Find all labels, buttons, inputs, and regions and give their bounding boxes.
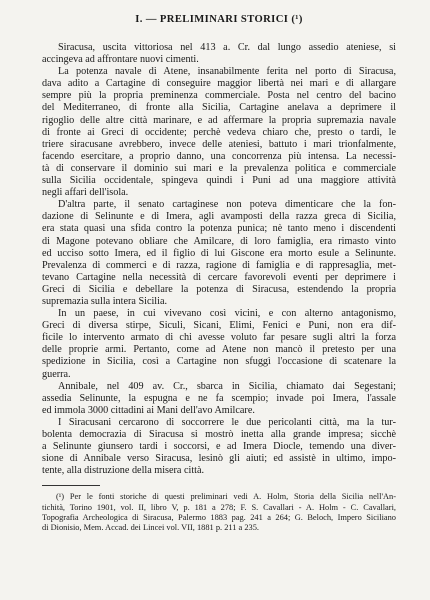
text-line: D'altra parte, il senato cartaginese non poteva dimenticare che la fon-: [58, 199, 396, 211]
text-line: supremazia sulla intera Sicilia.: [42, 295, 168, 307]
footnote: [42, 492, 396, 533]
text-line: tente, alla distruzione della misera città.: [42, 465, 205, 477]
text-line: Greci di diversa stirpe, Siculi, Sicani, Elimi, Fenici e Puni, non era dif-: [42, 320, 396, 332]
text-line: Greci di Sicilia e debellare la potenza di Siracusa, estendendo la propria: [42, 283, 396, 295]
footnote-text: [42, 492, 396, 533]
text-line: spedizione in Sicilia, così a Cartagine non sfuggì l'occasione di scatenare la: [42, 356, 396, 368]
text-line: di fronte ai Greci di occidente; perchè vedeva chiaro che, presto o tardi, le: [42, 126, 396, 138]
text-line: sulla Sicilia occidentale, spingeva quindi i Puni ad una maggiore attività: [42, 175, 396, 187]
text-line: Prevalenza di commerci e di razza, ragione di famiglia e di rappresaglia, met-: [42, 259, 396, 271]
text-line: del Mediterraneo, di fronte alla Sicilia, Cartagine anelava a deprimere il: [42, 102, 396, 114]
text-line: a Selinunte giunsero tardi i soccorsi, e ad Imera Diocle, temendo una diver-: [42, 441, 396, 453]
text-line: accingeva ad affrontare nuovi cimenti.: [42, 54, 199, 66]
text-line: assedia Selinunte, la espugna e ne fa scempio; invade poi Imera, l'assale: [42, 392, 396, 404]
text-line: sempre più la propria preminenza commerciale. Posta nel centro del bacino: [42, 90, 396, 102]
text-line: di Magone potevano obliare che Amilcare, di loro famiglia, era rimasto vinto: [42, 235, 396, 247]
footnote-separator: [42, 485, 100, 486]
text-line: rigoglio delle altre città marinare, e ad affermare la propria supremazia navale: [42, 114, 396, 126]
text-line: dava adito a Cartagine di conseguire maggior libertà nei mari e di allargare: [42, 78, 396, 90]
footnote-line: tichità, Torino 1901, vol. II, libro V, p. 181 a 278; F. S. Cavallari - A. Holm - C. Cavallari,: [42, 502, 396, 512]
text-line: guerra.: [42, 368, 71, 380]
text-line: bolenta democrazia di Siracusa si mostrò inetta alla grande impresa; sicchè: [42, 429, 396, 440]
text-line: Siracusa, uscita vittoriosa nel 413 a. Cr. dal lungo assedio ateniese, si: [58, 42, 396, 53]
text-line: era stata quasi una sfida contro la potenza punica; nè tanto meno i discendenti: [42, 223, 396, 235]
text-line: In un paese, in cui vivevano così vicini, e con alterno antagonismo,: [58, 308, 396, 320]
footnote-line: Topografia Archeologica di Siracusa, Palermo 1883 pag. 241 a 264; G. Beloch, Impero Siciliano: [42, 512, 396, 522]
text-line: negli affari dell'isola.: [42, 187, 129, 199]
text-line: tevano Cartagine nella necessità di cercare favorevoli eventi per deprimere i: [42, 271, 396, 283]
text-line: triere siracusane avrebbero, invece delle ateniesi, battuto i mari trionfalmente,: [42, 138, 396, 150]
text-line: La potenza navale di Atene, insanabilmente ferita nel porto di Siracusa,: [58, 66, 396, 78]
text-line: sione di Annibale verso Siracusa, lesinò gli aiuti; ed assistè in ultimo, impo-: [42, 453, 396, 465]
footnote-line: (¹) Per le fonti storiche di questi preliminari vedi A. Holm, Storia della Sicilia nell'An-: [56, 492, 396, 502]
text-line: facendo esercitare, a proprio danno, una concorrenza più intensa. La necessi-: [42, 150, 396, 162]
paragraph: [42, 42, 396, 66]
text-line: delle proprie armi. Pertanto, come ad Atene non mancò il pretesto per una: [42, 344, 396, 356]
text-line: tà di conservare il dominio sui mari e la prevalenza politica e commerciale: [42, 162, 396, 174]
text-line: Annibale, nel 409 av. Cr., sbarca in Sicilia, chiamato dai Segestani;: [58, 380, 396, 392]
chapter-title: I. — PRELIMINARI STORICI (¹): [135, 14, 303, 25]
paragraph: [42, 308, 396, 381]
text-line: ed immola 3000 cittadini ai Mani dell'avo Amilcare.: [42, 404, 255, 416]
paragraph: [42, 381, 396, 417]
paragraph: [42, 417, 396, 477]
paragraph: [42, 199, 396, 308]
text-line: ed ucciso sotto Imera, ed il figlio di lui Giscone era morto esule a Selinunte.: [42, 247, 396, 259]
footnote-line: di Dionisio, Mem. Accad. dei Lincei vol. VII, 1881 p. 211 a 235.: [42, 522, 260, 532]
paragraph: [42, 66, 396, 199]
text-line: dazione di Selinunte e di Imera, agli avamposti della razza greca di Sicilia,: [42, 211, 396, 223]
body-text: [42, 42, 396, 477]
text-line: I Siracusani cercarono di soccorrere le due pericolanti città, ma la tur-: [58, 416, 396, 428]
text-line: ficile lo intervento armato di chi avesse voluto far pesare sugli altri la forza: [42, 332, 396, 344]
